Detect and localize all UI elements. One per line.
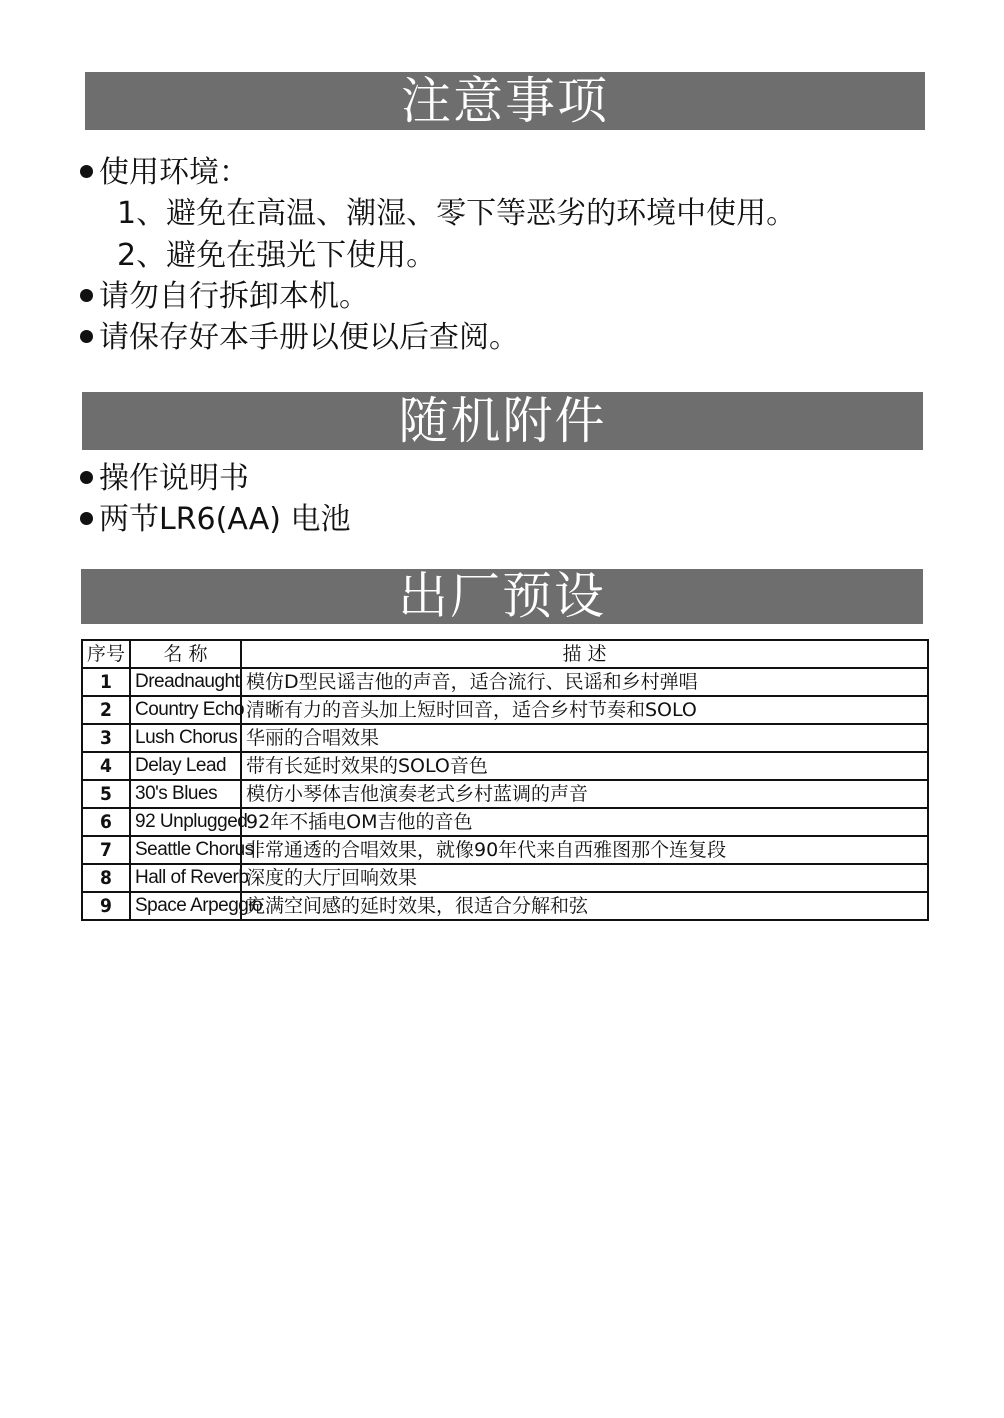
presets-table [81,639,929,921]
preset-name: 92 Unplugged [130,808,241,836]
notes-item-text: 请勿自行拆卸本机。 [99,279,369,314]
table-row [82,808,928,836]
preset-number: 7 [82,836,130,864]
preset-name: Seattle Chorus [130,836,241,864]
table-row [82,752,928,780]
presets-title-text: 出厂预设 [398,567,606,625]
bullet-icon [80,330,93,343]
table-row [82,668,928,696]
accessories-item-text: 操作说明书 [99,461,249,496]
preset-description: 模仿小琴体吉他演奏老式乡村蓝调的声音 [241,780,928,808]
preset-name: Country Echo [130,696,241,724]
table-row [82,892,928,920]
preset-number: 1 [82,668,130,696]
bullet-icon [80,165,93,178]
notes-item-disassemble [80,278,369,316]
preset-name: Space Arpeggio [130,892,241,920]
preset-number: 9 [82,892,130,920]
preset-number: 8 [82,864,130,892]
preset-number: 6 [82,808,130,836]
accessories-title-text: 随机附件 [398,392,607,450]
bullet-icon [80,289,93,302]
notes-item-environment [80,154,249,192]
accessories-item-manual [80,460,249,498]
table-row [82,836,928,864]
table-row [82,864,928,892]
notes-item-text: 使用环境： [99,155,249,190]
notes-subitem-text: 1、避免在高温、潮湿、零下等恶劣的环境中使用。 [117,196,797,231]
table-row [82,780,928,808]
notes-subitem-text: 2、避免在强光下使用。 [117,238,437,273]
presets-section-title [81,569,923,624]
preset-number: 3 [82,724,130,752]
table-row [82,696,928,724]
preset-name: Lush Chorus [130,724,241,752]
preset-name: Hall of Reverb [130,864,241,892]
preset-name: Dreadnaught [130,668,241,696]
notes-item-text: 请保存好本手册以便以后查阅。 [99,320,519,355]
notes-item-manual [80,319,519,357]
preset-number: 2 [82,696,130,724]
header-description: 描 述 [241,640,928,668]
preset-name: Delay Lead [130,752,241,780]
preset-description: 模仿D型民谣吉他的声音，适合流行、民谣和乡村弹唱 [241,668,928,696]
bullet-icon [80,512,93,525]
table-header-row [82,640,928,668]
notes-subitem-1 [117,195,796,233]
accessories-section-title [82,392,923,450]
preset-description: 92年不插电OM吉他的音色 [241,808,928,836]
preset-description: 充满空间感的延时效果，很适合分解和弦 [241,892,928,920]
table-row [82,724,928,752]
preset-description: 非常通透的合唱效果，就像90年代来自西雅图那个连复段 [241,836,928,864]
bullet-icon [80,471,93,484]
notes-section-title [85,72,925,130]
preset-description: 深度的大厅回响效果 [241,864,928,892]
preset-name: 30's Blues [130,780,241,808]
notes-subitem-2 [117,237,436,275]
accessories-item-text: 两节LR6(AA) 电池 [99,502,351,537]
preset-description: 清晰有力的音头加上短时回音，适合乡村节奏和SOLO [241,696,928,724]
header-name: 名 称 [130,640,241,668]
header-number: 序号 [82,640,130,668]
accessories-item-battery [80,501,350,539]
preset-number: 5 [82,780,130,808]
preset-number: 4 [82,752,130,780]
preset-description: 华丽的合唱效果 [241,724,928,752]
preset-description: 带有长延时效果的SOLO音色 [241,752,928,780]
notes-title-text: 注意事项 [401,72,609,130]
